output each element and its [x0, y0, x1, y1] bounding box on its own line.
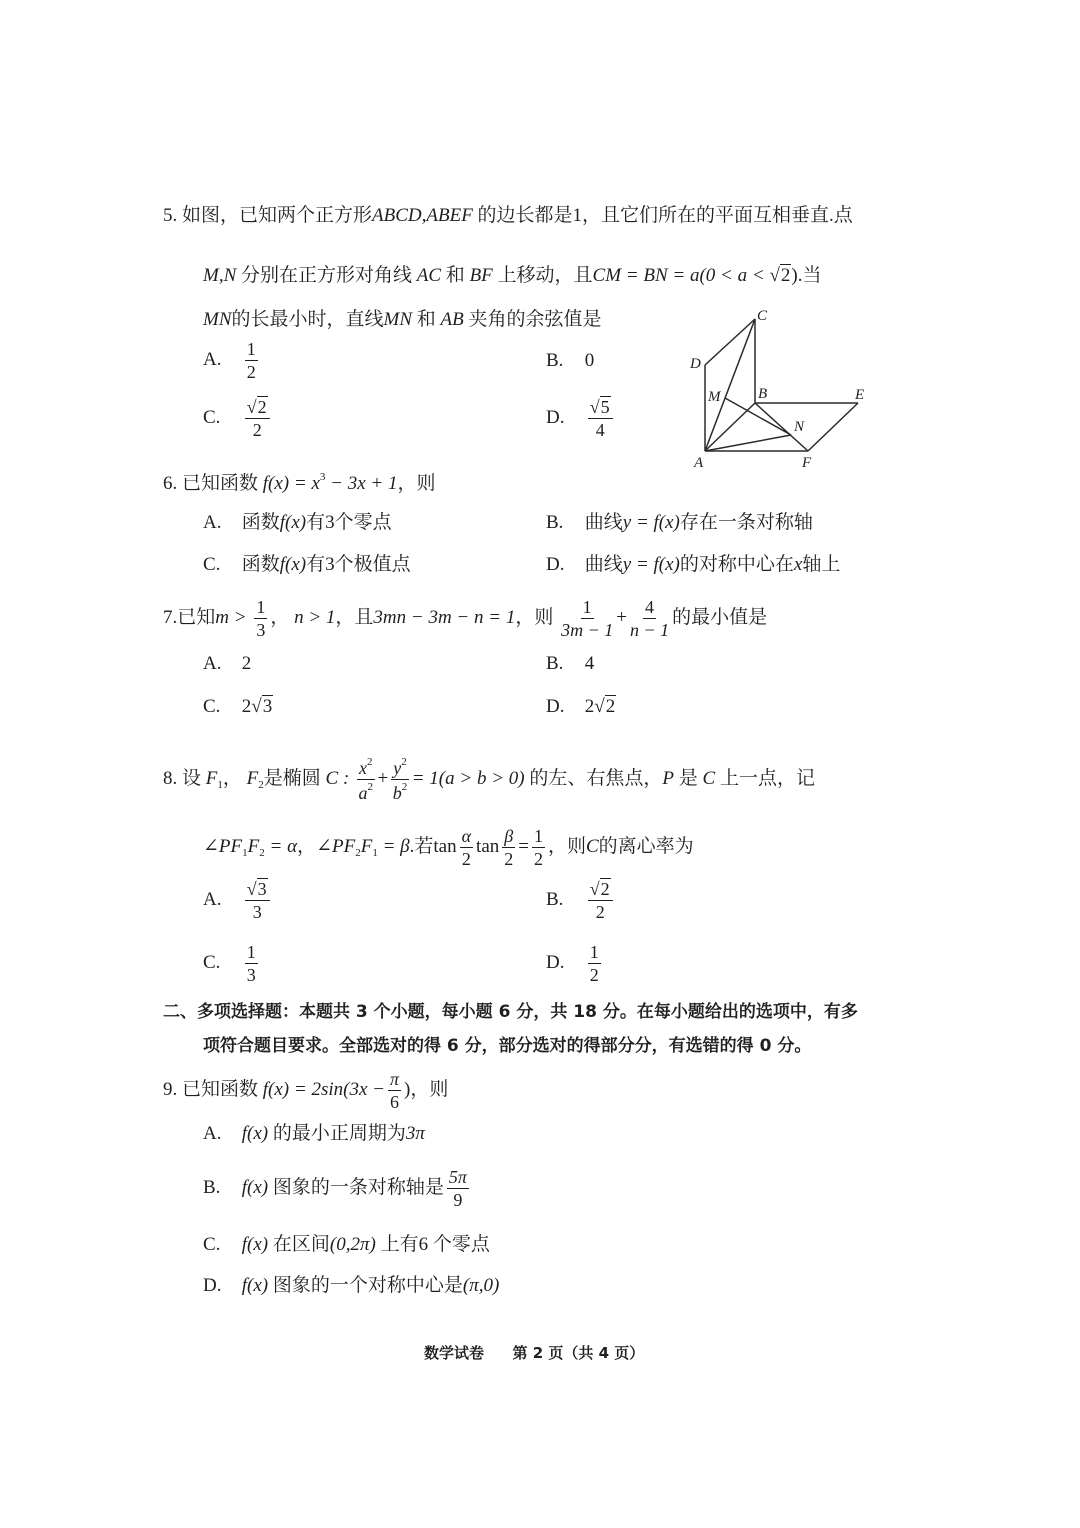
q5-line2 — [203, 266, 821, 285]
option-label: D. — [546, 406, 565, 428]
option-label: C. — [203, 554, 221, 575]
fraction — [502, 827, 515, 868]
text: 个零点 — [432, 1234, 490, 1255]
exponent: 2 — [367, 756, 373, 768]
option-label: D. — [546, 696, 565, 717]
label-F: F — [802, 455, 812, 471]
fraction — [460, 827, 473, 868]
q8-option-c[interactable] — [203, 943, 261, 984]
subscript: 1 — [217, 778, 223, 791]
option-label: A. — [203, 888, 222, 910]
text: 的长最小时，直线 — [231, 309, 384, 330]
math: (π,0) — [462, 1275, 500, 1296]
numerator: 1 — [582, 597, 592, 617]
numerator: √5 — [588, 398, 613, 419]
math: BF — [469, 265, 493, 286]
numerator: √2 — [588, 880, 613, 901]
q9-option-c[interactable] — [203, 1235, 490, 1254]
option-label: D. — [203, 1275, 222, 1296]
exponent: 2 — [367, 781, 374, 793]
math: C — [585, 835, 599, 857]
q6-option-b[interactable] — [546, 513, 813, 532]
text: 有3个零点 — [306, 512, 392, 533]
math: 3π — [405, 1123, 425, 1144]
text: 的离心率为 — [598, 835, 694, 857]
math: n > 1 — [294, 606, 336, 628]
text: 已知函数 — [182, 473, 259, 494]
radicand: 3 — [262, 696, 273, 717]
radicand: 2 — [605, 696, 616, 717]
math: b — [392, 783, 402, 803]
question-number: 9. — [163, 1078, 178, 1100]
text: ，且 — [335, 606, 374, 628]
option-label: A. — [203, 653, 222, 674]
radicand: 3 — [257, 879, 267, 899]
numerator: 1 — [589, 942, 599, 962]
fraction — [357, 757, 375, 802]
math: CM = BN = a(0 < a < — [592, 265, 770, 286]
sqrt: √2 — [594, 696, 616, 717]
fraction — [245, 340, 258, 381]
math: (0,2π) — [329, 1234, 376, 1255]
text: ，则 — [410, 1078, 449, 1100]
geometry-figure — [680, 300, 880, 480]
q9-option-a[interactable] — [203, 1124, 425, 1143]
operator: + — [616, 606, 627, 628]
q5-line1 — [163, 206, 853, 225]
math: AB — [440, 309, 464, 330]
math: P — [662, 767, 674, 789]
denominator: 9 — [453, 1190, 463, 1210]
fraction — [391, 757, 409, 802]
denominator: 3m − 1 — [561, 620, 614, 640]
numerator: 1 — [533, 826, 543, 846]
option-value: 4 — [584, 653, 595, 674]
numerator: 4 — [645, 597, 655, 617]
text: ，则 — [515, 606, 554, 628]
question-number: 5. — [163, 205, 178, 226]
math: ) — [404, 1078, 411, 1100]
label-C: C — [757, 308, 768, 324]
math: = β — [377, 835, 410, 857]
text: 图象的一个对称中心是 — [272, 1275, 463, 1296]
option-label: B. — [546, 350, 564, 371]
math: f(x) — [241, 1123, 269, 1144]
q8-line1 — [163, 757, 815, 802]
function-name: tan — [433, 835, 457, 857]
option-label: C. — [203, 1234, 221, 1255]
operator: + — [377, 767, 389, 789]
page-footer — [424, 1346, 644, 1361]
fraction — [447, 1168, 469, 1209]
text: 的对称中心在 — [679, 554, 794, 575]
text: 已知 — [177, 606, 216, 628]
option-label: C. — [203, 696, 221, 717]
sqrt: √2 — [769, 265, 791, 286]
math: x — [359, 758, 368, 778]
coefficient: 2 — [584, 696, 595, 717]
math: C — [702, 767, 716, 789]
math: f(x) = x — [262, 473, 320, 494]
text: 上一点，记 — [719, 767, 815, 789]
text: 设 — [182, 767, 202, 789]
text: 曲线 — [584, 512, 623, 533]
option-label: C. — [203, 951, 221, 973]
denominator: 3 — [252, 902, 262, 922]
q8-option-b[interactable] — [546, 880, 616, 921]
math: MN — [203, 309, 232, 330]
q7-option-d[interactable] — [546, 697, 616, 716]
edge-DC — [705, 319, 755, 365]
radicand: 2 — [257, 397, 267, 417]
coefficient: 2 — [241, 696, 252, 717]
option-label: C. — [203, 406, 221, 428]
q5-option-a[interactable] — [203, 340, 261, 381]
numerator — [391, 757, 409, 780]
exponent: 2 — [401, 756, 407, 768]
denominator — [393, 780, 408, 802]
section-2-instructions-line2: 项符合题目要求。全部选对的得 6 分，部分选对的得部分分，有选错的得 0 分。 — [203, 1036, 812, 1056]
math: MN — [383, 309, 413, 330]
q8-option-a[interactable] — [203, 880, 273, 921]
numerator: 1 — [246, 942, 256, 962]
subscript: 2 — [259, 846, 265, 859]
sqrt: √3 — [251, 696, 273, 717]
text: 的最小值是 — [672, 606, 768, 628]
math: F — [205, 767, 218, 789]
text: ， — [297, 835, 317, 857]
edge-AN — [705, 435, 791, 451]
section-2-instructions-line1: 二、多项选择题：本题共 3 个小题，每小题 6 分，共 18 分。在每小题给出的选项中，有多 — [163, 1002, 858, 1022]
q7-option-b[interactable] — [546, 654, 594, 673]
fraction — [388, 1070, 401, 1111]
q9-option-b[interactable] — [203, 1168, 472, 1209]
number: 6 — [418, 1234, 429, 1255]
radicand: 5 — [600, 397, 610, 417]
numerator: 5π — [448, 1167, 467, 1187]
q8-option-d[interactable] — [546, 943, 604, 984]
text: 分别在正方形对角线 — [241, 265, 413, 286]
fraction — [254, 598, 267, 639]
label-A: A — [694, 455, 704, 471]
option-label: B. — [203, 1176, 221, 1198]
math: m > — [215, 606, 247, 628]
q5-option-b[interactable] — [546, 351, 594, 370]
q8-line2 — [203, 827, 694, 868]
fraction — [245, 943, 258, 984]
math: f(x) — [241, 1176, 269, 1198]
fraction — [630, 598, 669, 639]
option-label: D. — [546, 554, 565, 575]
q7-option-c[interactable] — [203, 697, 273, 716]
numerator: α — [461, 826, 472, 846]
numerator: π — [389, 1069, 399, 1089]
denominator: 2 — [252, 420, 262, 440]
text: ， — [270, 606, 290, 628]
text: 轴上 — [802, 554, 841, 575]
text: ).当 — [791, 265, 822, 286]
fraction — [532, 827, 545, 868]
math: y = f(x) — [622, 554, 680, 575]
q9-option-d[interactable] — [203, 1276, 499, 1295]
math: C : — [325, 767, 350, 789]
label-D: D — [690, 356, 701, 372]
q5-option-d[interactable] — [546, 398, 616, 439]
option-label: B. — [546, 888, 564, 910]
denominator: 2 — [461, 849, 471, 869]
fraction — [561, 598, 613, 639]
radicand: 2 — [600, 879, 610, 899]
text: 函数 — [241, 554, 280, 575]
fraction — [588, 880, 613, 921]
subscript: 2 — [258, 778, 264, 791]
text: 存在一条对称轴 — [679, 512, 813, 533]
option-label: B. — [546, 653, 564, 674]
math: f(x) — [241, 1275, 269, 1296]
denominator: 2 — [504, 849, 514, 869]
text: 上有 — [380, 1234, 419, 1255]
math: F — [360, 835, 373, 857]
math: f(x) — [279, 512, 307, 533]
label-M: M — [708, 389, 721, 405]
question-number: 8. — [163, 767, 178, 789]
denominator: 2 — [595, 902, 605, 922]
math: F — [247, 835, 260, 857]
radicand: 2 — [780, 265, 791, 286]
denominator: 6 — [389, 1092, 399, 1112]
subscript: 2 — [355, 846, 361, 859]
footer-subject: 数学试卷 — [424, 1344, 485, 1362]
label-B: B — [758, 386, 768, 402]
option-label: A. — [203, 1123, 222, 1144]
text: 的最小正周期为 — [272, 1123, 406, 1144]
option-label: A. — [203, 348, 222, 370]
q6-option-c[interactable] — [203, 555, 411, 574]
option-label: A. — [203, 512, 222, 533]
math: f(x) = 2sin(3x − — [262, 1078, 385, 1100]
text: 夹角的余弦值是 — [468, 309, 602, 330]
math: − 3x + 1 — [325, 473, 398, 494]
math: f(x) — [279, 554, 307, 575]
numerator: β — [504, 826, 514, 846]
denominator: 2 — [533, 849, 543, 869]
q6-option-d[interactable] — [546, 555, 840, 574]
q9-stem — [163, 1070, 448, 1111]
footer-page-number: 第 2 页（共 4 页） — [512, 1344, 645, 1362]
text: 和 — [445, 265, 465, 286]
q6-option-a[interactable] — [203, 513, 392, 532]
text: 的左、右焦点， — [529, 767, 663, 789]
denominator: 4 — [595, 420, 605, 440]
text: 上移动，且 — [497, 265, 593, 286]
math: x — [793, 554, 803, 575]
fraction — [588, 943, 601, 984]
text: 已知函数 — [182, 1078, 259, 1100]
denominator — [359, 780, 374, 802]
text: 和 — [416, 309, 436, 330]
denominator: n − 1 — [629, 620, 670, 640]
text: 在区间 — [272, 1234, 330, 1255]
math: a — [358, 783, 368, 803]
q6-stem — [163, 472, 435, 493]
denominator: 2 — [246, 362, 256, 382]
text: .若 — [409, 835, 434, 857]
text: ， — [222, 767, 242, 789]
numerator: 1 — [246, 339, 256, 359]
numerator: 1 — [256, 597, 266, 617]
function-name: tan — [476, 835, 500, 857]
edge-FE — [808, 403, 858, 451]
text: 如图，已知两个正方形 — [182, 205, 373, 226]
exponent: 2 — [401, 781, 408, 793]
text: 函数 — [241, 512, 280, 533]
text: ，则 — [397, 473, 436, 494]
math: AC — [416, 265, 442, 286]
math: M,N — [203, 265, 237, 286]
label-E: E — [855, 387, 865, 403]
fraction — [245, 880, 270, 921]
text: 是椭圆 — [263, 767, 321, 789]
option-value: 0 — [584, 350, 595, 371]
fraction — [245, 398, 270, 439]
text: 的边长都是1，且它们所在的平面互相垂直.点 — [477, 205, 853, 226]
numerator: √3 — [245, 880, 270, 901]
fraction — [588, 398, 613, 439]
denominator: 3 — [256, 620, 266, 640]
question-number: 7. — [163, 606, 178, 628]
edge-AC — [705, 319, 755, 451]
operator: = — [518, 835, 529, 857]
label-N: N — [794, 419, 805, 435]
option-value: 2 — [241, 653, 252, 674]
text: 曲线 — [584, 554, 623, 575]
math: ∠PF — [316, 835, 356, 857]
text: 有3个极值点 — [306, 554, 411, 575]
numerator — [357, 757, 375, 780]
math: = 1(a > b > 0) — [411, 767, 525, 789]
subscript: 1 — [372, 846, 378, 859]
numerator: √2 — [245, 398, 270, 419]
math: y — [393, 758, 402, 778]
option-label: D. — [546, 951, 565, 973]
subscript: 1 — [242, 846, 248, 859]
denominator: 2 — [589, 965, 599, 985]
math: 3mn − 3m − n = 1 — [373, 606, 516, 628]
question-number: 6. — [163, 473, 178, 494]
option-label: B. — [546, 512, 564, 533]
math: y = f(x) — [622, 512, 680, 533]
q7-option-a[interactable] — [203, 654, 251, 673]
math: = α — [264, 835, 298, 857]
math: F — [246, 767, 259, 789]
text: ，则 — [547, 835, 586, 857]
q5-option-c[interactable] — [203, 398, 273, 439]
denominator: 3 — [246, 965, 256, 985]
text: 图象的一条对称轴是 — [272, 1176, 444, 1198]
math: f(x) — [241, 1234, 269, 1255]
q7-stem — [163, 598, 767, 639]
math: ABCD,ABEF — [372, 205, 473, 226]
text: 是 — [678, 767, 698, 789]
exponent: 3 — [319, 471, 326, 483]
q5-line3 — [203, 310, 602, 329]
math: ∠PF — [203, 835, 243, 857]
